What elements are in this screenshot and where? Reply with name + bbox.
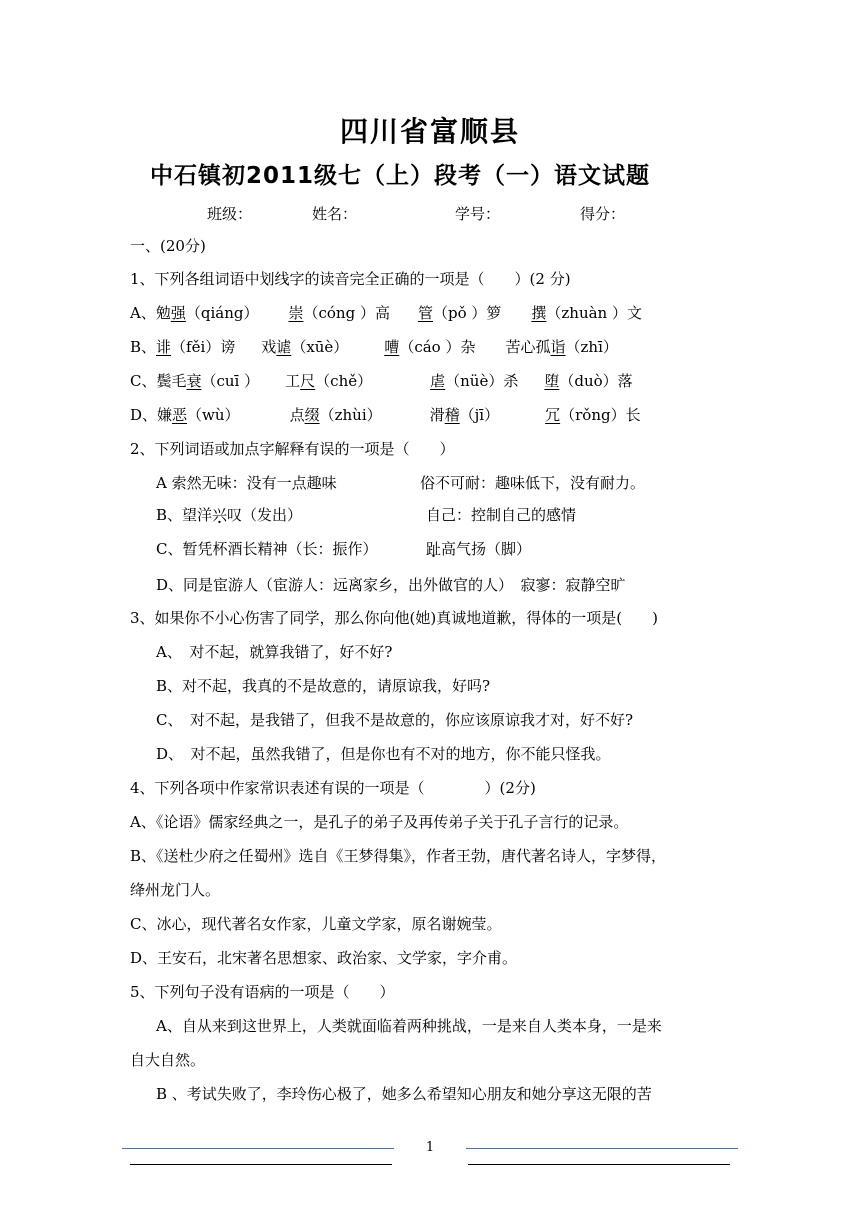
class-label: 班级： <box>207 205 253 223</box>
question-4-option-c: C、冰心，现代著名女作家，儿童文学家，原名谢婉莹。 <box>130 915 502 933</box>
footer-rule-bottom-left <box>130 1164 392 1165</box>
footer-rule-bottom-right <box>468 1164 730 1165</box>
question-1-option-a: A、勉强（qiáng） 崇（cóng ）高 管（pǒ ）箩 撰（zhuàn ）文 <box>130 304 642 322</box>
question-4-option-a: A、《论语》儒家经典之一，是孔子的弟子及再传弟子关于孔子言行的记录。 <box>130 813 629 831</box>
question-2-stem: 2、下列词语或加点字解释有误的一项是（ ） <box>130 440 455 458</box>
question-3-option-b: B、对不起，我真的不是故意的，请原谅我，好吗? <box>156 677 491 695</box>
question-4-option-d: D、王安石，北宋著名思想家、政治家、文学家，字介甫。 <box>130 949 518 967</box>
question-2-option-b: B、望洋兴叹（发出） 自己：控制自己的感情 <box>156 506 577 524</box>
question-1-option-b: B、诽（fěi）谤 戏谑（xūè） 嘈（cáo ）杂 苦心孤诣（zhī） <box>130 338 618 356</box>
question-4-option-b: B、《送杜少府之任蜀州》选自《王梦得集》，作者王勃，唐代著名诗人，字梦得， <box>130 847 667 865</box>
question-3-option-c: C、 对不起，是我错了，但我不是故意的，你应该原谅我才对，好不好? <box>156 711 634 729</box>
question-3-stem: 3、如果你不小心伤害了同学，那么你向他(她)真诚地道歉，得体的一项是( ) <box>130 609 658 627</box>
student-info-row <box>207 203 625 224</box>
exam-subtitle: 中石镇初2011级七（上）段考（一）语文试题 <box>149 163 650 189</box>
page-number: 1 <box>425 1140 435 1155</box>
section-heading: 一、(20分) <box>130 237 206 255</box>
question-5-option-a-cont: 自大自然。 <box>130 1051 206 1069</box>
question-2-option-d: D、同是宦游人（宦游人：远离家乡，出外做官的人） 寂寥：寂静空旷 <box>156 576 626 594</box>
question-4-stem: 4、下列各项中作家常识表述有误的一项是（ ）(2分) <box>130 779 536 797</box>
name-label: 姓名： <box>312 205 358 223</box>
question-3-option-a: A、 对不起，就算我错了，好不好? <box>156 643 393 661</box>
question-3-option-d: D、 对不起，虽然我错了，但是你也有不对的地方，你不能只怪我。 <box>156 745 611 763</box>
page-title: 四川省富顺县 <box>339 115 520 148</box>
question-2-option-a: A 索然无味：没有一点趣味 俗不可耐：趣味低下，没有耐力。 <box>156 474 646 492</box>
question-5-option-a: A、自从来到这世界上，人类就面临着两种挑战，一是来自人类本身，一是来 <box>156 1017 662 1035</box>
question-5-option-b: B 、考试失败了，李玲伤心极了，她多么希望知心朋友和她分享这无限的苦 <box>156 1085 652 1103</box>
question-5-stem: 5、下列句子没有语病的一项是（ ） <box>130 983 395 1001</box>
score-label: 得分： <box>580 205 626 223</box>
student-id-label: 学号： <box>455 205 501 223</box>
question-1-option-d: D、嫌恶（wù） 点缀（zhùi） 滑稽（jī） 冗（rǒng）长 <box>130 406 641 424</box>
question-1-stem: 1、下列各组词语中划线字的读音完全正确的一项是（ ）(2 分) <box>130 270 571 288</box>
question-4-option-b-cont: 绛州龙门人。 <box>130 881 221 899</box>
question-1-option-c: C、鬓毛衰（cuī ） 工尺（chě） 虐（nüè）杀 堕（duò）落 <box>130 372 633 390</box>
question-2-option-c: C、暂凭杯酒长精神（长：振作） 趾高气扬（脚） <box>156 540 532 558</box>
